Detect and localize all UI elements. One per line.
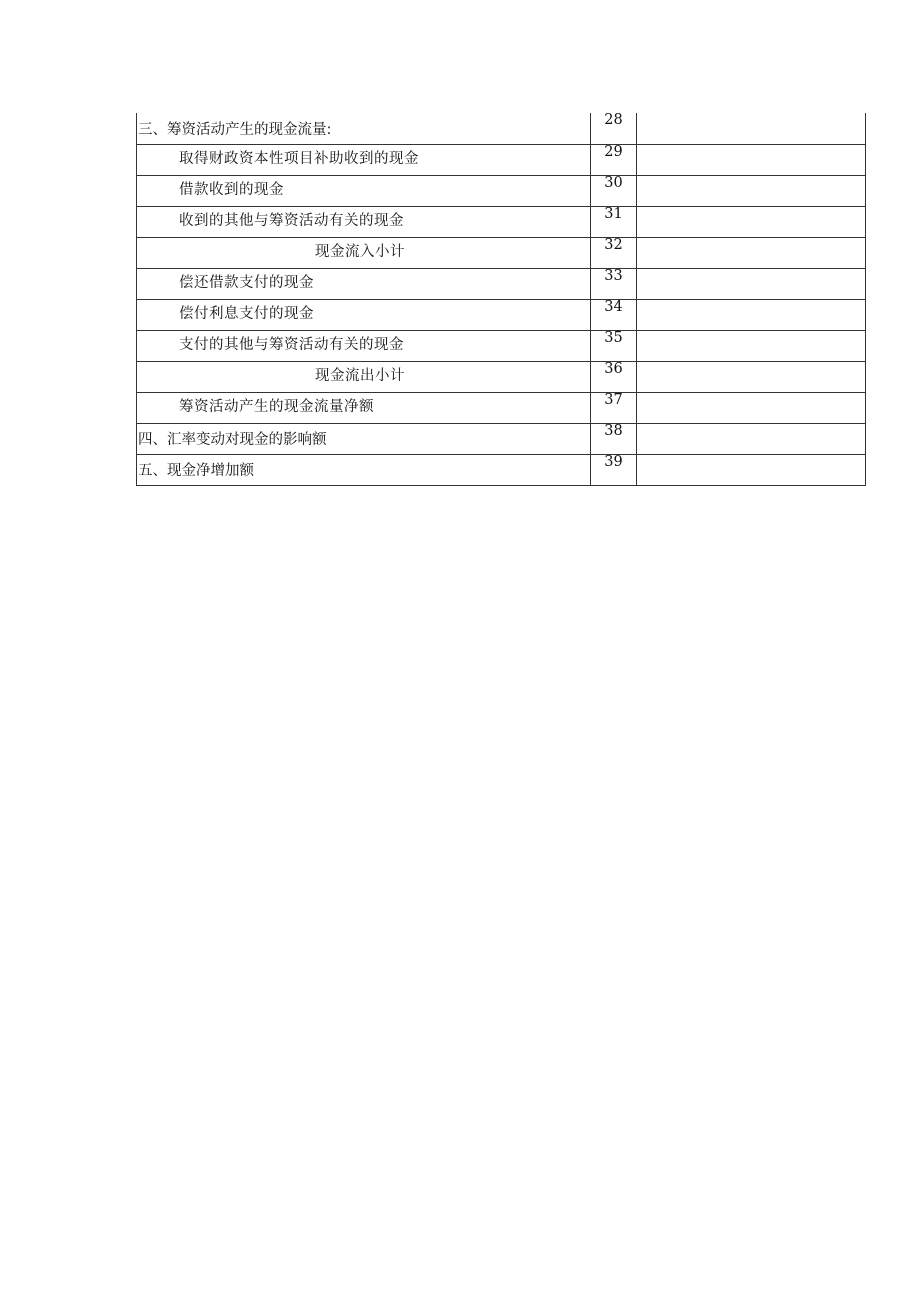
amount-cell — [637, 299, 866, 330]
row-label: 五、现金净增加额 — [137, 454, 591, 485]
amount-cell — [637, 268, 866, 299]
amount-cell — [637, 330, 866, 361]
line-number: 31 — [591, 206, 637, 237]
line-number: 35 — [591, 330, 637, 361]
line-number: 30 — [591, 175, 637, 206]
row-label: 取得财政资本性项目补助收到的现金 — [137, 144, 591, 175]
amount-cell — [637, 175, 866, 206]
table-row — [137, 175, 866, 206]
amount-cell — [637, 144, 866, 175]
line-number: 29 — [591, 144, 637, 175]
table-row — [137, 144, 866, 175]
line-number: 37 — [591, 392, 637, 423]
table-row — [137, 454, 866, 485]
table-row — [137, 206, 866, 237]
amount-cell — [637, 361, 866, 392]
row-label: 支付的其他与筹资活动有关的现金 — [137, 330, 591, 361]
amount-cell — [637, 237, 866, 268]
row-label: 现金流出小计 — [137, 361, 591, 392]
line-number: 38 — [591, 423, 637, 454]
row-label: 借款收到的现金 — [137, 175, 591, 206]
line-number: 33 — [591, 268, 637, 299]
table-row — [137, 392, 866, 423]
amount-cell — [637, 113, 866, 144]
amount-cell — [637, 392, 866, 423]
row-label: 偿还借款支付的现金 — [137, 268, 591, 299]
cash-flow-table — [136, 113, 866, 486]
line-number: 34 — [591, 299, 637, 330]
table-row — [137, 299, 866, 330]
amount-cell — [637, 454, 866, 485]
table-row — [137, 330, 866, 361]
row-label: 筹资活动产生的现金流量净额 — [137, 392, 591, 423]
amount-cell — [637, 206, 866, 237]
cash-flow-table-body — [137, 113, 866, 485]
amount-cell — [637, 423, 866, 454]
table-row — [137, 423, 866, 454]
row-label: 三、筹资活动产生的现金流量: — [137, 113, 591, 144]
row-label: 收到的其他与筹资活动有关的现金 — [137, 206, 591, 237]
table-row — [137, 361, 866, 392]
line-number: 32 — [591, 237, 637, 268]
line-number: 28 — [591, 113, 637, 144]
table-row — [137, 113, 866, 144]
row-label: 现金流入小计 — [137, 237, 591, 268]
table-row — [137, 237, 866, 268]
line-number: 36 — [591, 361, 637, 392]
table-row — [137, 268, 866, 299]
row-label: 四、汇率变动对现金的影响额 — [137, 423, 591, 454]
row-label: 偿付利息支付的现金 — [137, 299, 591, 330]
line-number: 39 — [591, 454, 637, 485]
